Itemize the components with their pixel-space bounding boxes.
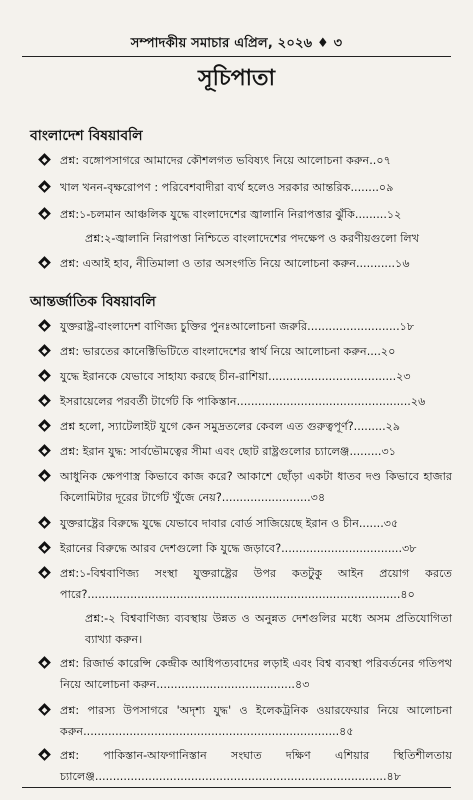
diamond-bullet-icon (38, 748, 51, 761)
diamond-bullet-icon (38, 319, 51, 332)
toc-entry[interactable]: প্রশ্ন: এআই হাব, নীতিমালা ও তার অসংগতি নিয়ে আলোচনা করুন...........১৬ (40, 253, 452, 274)
toc-entry[interactable]: প্রশ্ন হলো, স্যাটেলাইট যুগে কেন সমুদ্রতলের কেবল এত গুরুত্বপূর্ণ?.........২৯ (40, 416, 452, 437)
toc-entry[interactable]: খাল খনন-বৃক্ষরোপণ : পরিবেশবাদীরা ব্যর্থ হলেও সরকার আন্তরিক........০৯ (40, 177, 452, 198)
diamond-bullet-icon (38, 656, 51, 669)
toc-entry[interactable]: প্রশ্ন: ভারতের কানেক্টিভিটিতে বাংলাদেশের স্বার্থ নিয়ে আলোচনা করুন....২০ (40, 341, 452, 362)
diamond-bullet-icon (38, 419, 51, 432)
diamond-bullet-icon (38, 469, 51, 482)
diamond-bullet-icon (38, 444, 51, 457)
toc-entry[interactable]: প্রশ্ন: পাকিস্তান-আফগানিস্তান সংঘাত দক্ষিণ এশিয়ার স্থিতিশীলতায় চ্যালেঞ্জ..................................................................................৪৮ (40, 745, 452, 787)
diamond-bullet-icon (38, 516, 51, 529)
diamond-bullet-icon (38, 256, 51, 269)
toc-entry[interactable]: প্রশ্ন: বঙ্গোপসাগরে আমাদের কৌশলগত ভবিষ্যৎ নিয়ে আলোচনা করুন..০৭ (40, 150, 452, 171)
toc-entry[interactable]: আধুনিক ক্ষেপণাস্ত্র কিভাবে কাজ করে? আকাশে ছোঁড়া একটা ধাতব দণ্ড কিভাবে হাজার কিলোমিটার দূরের টার্গেট খুঁজে নেয়?.........................৩৪ (40, 466, 452, 508)
toc-entry[interactable]: প্রশ্ন:১-বিশ্ববাণিজ্য সংস্থা যুক্তরাষ্ট্রের উপর কতটুকু আইন প্রয়োগ করতে পারে?........................................................................................৪০ (40, 563, 452, 605)
diamond-bullet-icon (38, 207, 51, 220)
diamond-bullet-icon (38, 153, 51, 166)
page-title: সূচিপাতা (198, 66, 275, 91)
footer-rule (22, 787, 451, 788)
section-heading-international: আন্তর্জাতিক বিষয়াবলি (30, 294, 156, 310)
diamond-bullet-icon (38, 703, 51, 716)
toc-entry[interactable]: যুক্তরাষ্ট্র-বাংলাদেশ বাণিজ্য চুক্তির পুনঃআলোচনা জরুরি..........................১৮ (40, 316, 452, 337)
diamond-bullet-icon (38, 566, 51, 579)
toc-entry[interactable]: প্রশ্ন:-২ বিশ্ববাণিজ্য ব্যবস্থায় উন্নত ও অনুন্নত দেশগুলির মধ্যে অসম প্রতিযোগিতা ব্যাখ্যা করুন। (85, 612, 452, 646)
diamond-bullet-icon (38, 394, 51, 407)
diamond-bullet-icon (38, 344, 51, 357)
diamond-bullet-icon (38, 180, 51, 193)
page-header: সম্পাদকীয় সমাচার এপ্রিল, ২০২৬ ♦ ৩ (130, 36, 343, 51)
toc-entry[interactable]: প্রশ্ন: ইরান যুদ্ধ: সার্বভৌমত্বের সীমা এবং ছোট রাষ্ট্রগুলোর চ্যালেঞ্জ.........৩১ (40, 441, 452, 462)
diamond-bullet-icon (38, 369, 51, 382)
section-heading-bangladesh: বাংলাদেশ বিষয়াবলি (30, 128, 143, 144)
toc-entry[interactable]: প্রশ্ন:২-জ্বালানি নিরাপত্তা নিশ্চিতে বাংলাদেশের পদক্ষেপ ও করণীয়গুলো লিখ (85, 232, 420, 245)
toc-entry[interactable]: প্রশ্ন: পারস্য উপসাগরে 'অদৃশ্য যুদ্ধ' ও ইলেকট্রনিক ওয়ারফেয়ার নিয়ে আলোচনা করুন........................................................................৪৫ (40, 700, 452, 742)
header-rule (22, 56, 451, 57)
toc-entry[interactable]: ইরানের বিরুদ্ধে আরব দেশগুলো কি যুদ্ধে জড়াবে?..................................৩৮ (40, 538, 452, 559)
toc-entry[interactable]: প্রশ্ন: রিজার্ভ কারেন্সি কেন্দ্রীক আধিপত্যবাদের লড়াই এবং বিশ্ব ব্যবস্থা পরিবর্তনের গতিপথ নিয়ে আলোচনা করুন.......................................৪৩ (40, 653, 452, 695)
toc-entry[interactable]: ইসরায়েলের পরবর্তী টার্গেট কি পাকিস্তান.................................................২৬ (40, 391, 452, 412)
toc-entry[interactable]: প্রশ্ন:১-চলমান আঞ্চলিক যুদ্ধে বাংলাদেশের জ্বালানি নিরাপত্তার ঝুঁকি.........১২ (40, 204, 452, 225)
toc-entry[interactable]: যুদ্ধে ইরানকে যেভাবে সাহায্য করছে চীন-রাশিয়া....................................২৩ (40, 366, 452, 387)
toc-entry[interactable]: যুক্তরাষ্ট্রের বিরুদ্ধে যুদ্ধে যেভাবে দাবার বোর্ড সাজিয়েছে ইরান ও চীন.......৩৫ (40, 513, 452, 534)
diamond-bullet-icon (38, 541, 51, 554)
